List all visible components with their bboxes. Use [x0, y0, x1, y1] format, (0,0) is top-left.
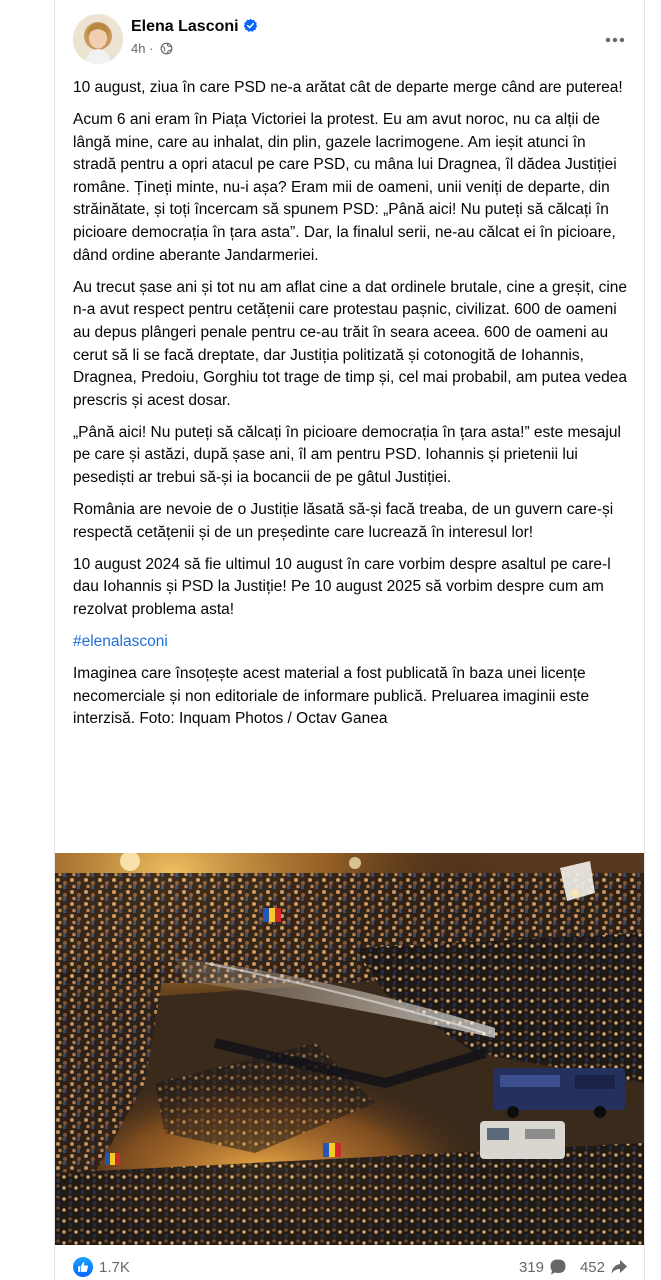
post-header: [73, 14, 633, 66]
protest-photo-image: [55, 853, 644, 1245]
post-card: [55, 0, 644, 1280]
post-time[interactable]: 4h: [131, 41, 146, 56]
avatar[interactable]: [73, 14, 123, 64]
reactions-count[interactable]: 1.7K: [99, 1258, 130, 1276]
comments-stat[interactable]: [519, 1257, 568, 1277]
like-icon: [73, 1257, 93, 1277]
share-icon: [609, 1257, 629, 1277]
comment-icon: [548, 1257, 568, 1277]
avatar-image: [73, 14, 123, 64]
reactions-summary[interactable]: [73, 1257, 130, 1277]
hashtag-link[interactable]: #elenalasconi: [73, 633, 168, 651]
comments-count[interactable]: 319: [518, 1258, 544, 1276]
post-meta: [131, 41, 173, 56]
engagement-stats: [519, 1257, 629, 1277]
hashtag-line: [73, 631, 627, 654]
verified-icon: [243, 18, 258, 38]
post-paragraph: 10 august, ziua în care PSD ne-a arătat cât de departe merge când are puterea!: [73, 79, 623, 96]
post-footer: [73, 1257, 629, 1280]
shares-stat[interactable]: [580, 1257, 629, 1277]
post-paragraph: Au trecut șase ani și tot nu am aflat cine a dat ordinele brutale, cine a greșit, cine n-a avut respect pentru cetățenii care protestau pașnic, civilizat. 600 de oameni au depus plângeri penale pentru ce-au trăit în seara aceea. 600 de oameni au cerut să li se facă dreptate, dar Justiția politizată și cotonogită de Iohannis, Dragnea, Predoiu, Gorghiu tot trage de timp și, cel mai probabil, am putea vedea prescris și acest dosar.: [73, 278, 628, 409]
author-name-text[interactable]: Elena Lasconi: [131, 18, 239, 35]
post-photo[interactable]: [55, 853, 644, 1245]
more-icon: [605, 37, 625, 43]
more-options-button[interactable]: [597, 22, 633, 58]
shares-count[interactable]: 452: [579, 1258, 605, 1276]
feed-right-edge: [644, 0, 645, 1280]
author-name[interactable]: [131, 18, 258, 38]
globe-icon: [160, 42, 173, 55]
meta-separator: ·: [145, 41, 158, 56]
post-text: [73, 77, 627, 740]
post-paragraph: România are nevoie de o Justiție lăsată să-și facă treaba, de un guvern care-și respectă cetățenii și de un președinte care lucrează în interesul lor!: [73, 501, 614, 541]
post-paragraph: „Până aici! Nu puteți să călcați în picioare democrația în țara asta!” este mesajul pe care și astăzi, după șase ani, îl am pentru PSD. Iohannis și prietenii lui pesediști ar trebui să-și ia bocancii de pe gâtul Justiției.: [73, 423, 621, 486]
photo-credit: Imaginea care însoțește acest material a fost publicată în baza unei licențe necomerciale și non editoriale de informare publică. Preluarea imaginii este interzisă. Foto: Inquam Photos / Octav Ganea: [73, 665, 590, 728]
post-paragraph: 10 august 2024 să fie ultimul 10 august în care vorbim despre asaltul pe care-l dau Iohannis și PSD la Justiție! Pe 10 august 2025 să vorbim despre cum am rezolvat problema asta!: [73, 555, 611, 618]
post-paragraph: Acum 6 ani eram în Piața Victoriei la protest. Eu am avut noroc, nu ca alții de lângă mine, care au inhalat, din plin, gazele lacrimogene. Am ieșit atunci în stradă pentru a opri atacul pe care PSD, cu mâna lui Dragnea, îl dădea Justiției române. Țineți minte, nu-i așa? Eram mii de oameni, unii veniți de departe, din străinătate, și toți încercam să spunem PSD: „Până aici! Nu puteți să călcați în picioare democrația în țara asta”. Dar, la finalul serii, ne-au călcat ei în picioare, dând ordine aberante Jandarmeriei.: [73, 111, 617, 264]
